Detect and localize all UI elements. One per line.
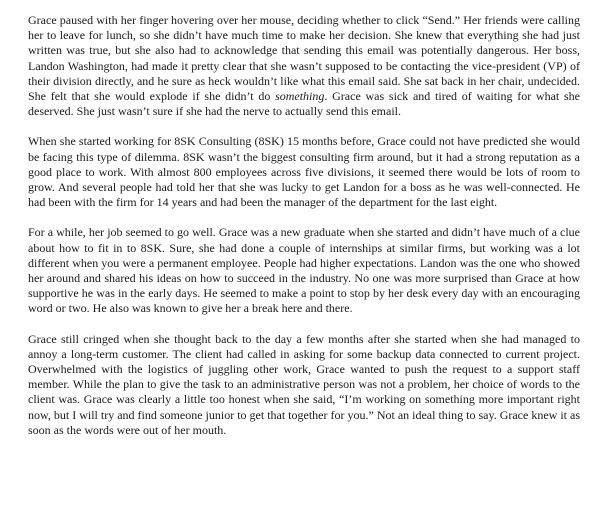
paragraph-1	[28, 13, 580, 119]
paragraph-4: Grace still cringed when she thought back to the day a few months after she started when she had managed to annoy a long-term customer. The client had called in asking for some backup data connected to current project. Overwhelmed with the logistics of juggling other work, Grace wanted to push the request to a support staff member. While the plan to give the task to an administrative person was not a problem, her choice of words to the client was. Grace was clearly a little too honest when she said, “I’m working on something more important right now, but I will try and find someone junior to get that together for you.” Not an ideal thing to say. Grace knew it as soon as the words were out of her mouth.	[28, 331, 580, 437]
paragraph-1-emphasis: something	[275, 89, 325, 104]
paragraph-1-text-a: Grace paused with her finger hovering over her mouse, deciding whether to click “Send.” Her friends were calling her to leave for lunch, so she didn’t have much time to make her decision. She knew that everything she had just written was true, but she also had to acknowledge that sending this email was potentially dangerous. Her boss, Landon Washington, had made it pretty clear that she wasn’t supposed to be contacting the vice-president (VP) of their division directly, and he sure as heck wouldn’t like what this email said. She sat back in her chair, undecided. She felt that she would explode if she didn’t do	[28, 13, 580, 104]
paragraph-2: When she started working for 8SK Consulting (8SK) 15 months before, Grace could not have predicted she would be facing this type of dilemma. 8SK wasn’t the biggest consulting firm around, but it had a strong reputation as a good place to work. With almost 800 employees across five divisions, it seemed there would be lots of room to grow. And several people had told her that she was lucky to get Landon for a boss as he was well-connected. He had been with the firm for 14 years and had been the manager of the department for the last eight.	[28, 134, 580, 210]
document-page	[28, 13, 580, 453]
paragraph-1-text-b: . Grace was sick and tired of waiting for what she deserved. She just wasn’t sure if she had the nerve to actually send this email.	[28, 89, 580, 119]
paragraph-3: For a while, her job seemed to go well. Grace was a new graduate when she started and didn’t have much of a clue about how to fit in to 8SK. Sure, she had done a couple of internships at similar firms, but working was a lot different when you were a permanent employee. People had higher expectations. Landon was the one who showed her around and shared his ideas on how to succeed in the industry. No one was more surprised than Grace at how supportive he was in the early days. He seemed to make a point to stop by her desk every day with an encouraging word or two. He also was known to give her a break here and there.	[28, 225, 580, 316]
